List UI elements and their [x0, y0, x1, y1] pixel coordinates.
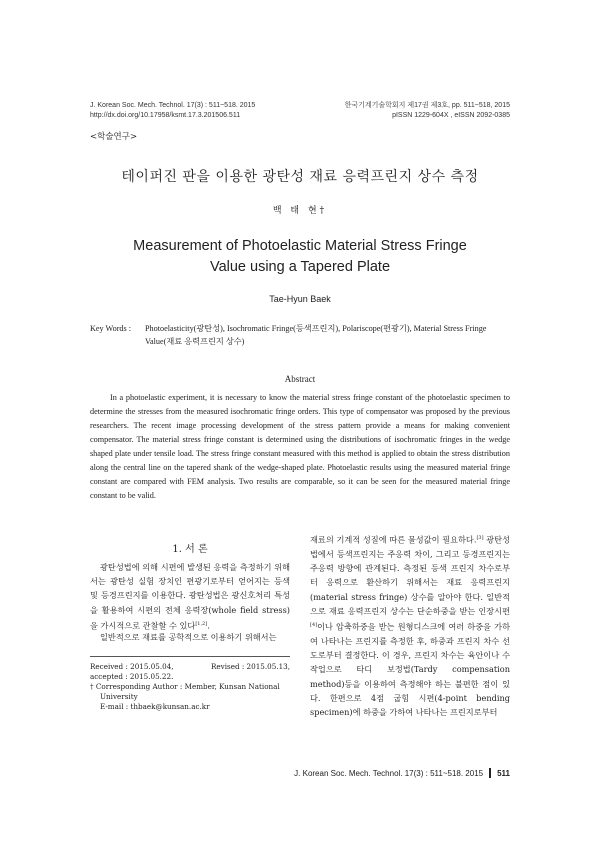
journal-citation-korean — [345, 101, 510, 121]
footer-citation: J. Korean Soc. Mech. Technol. 17(3) : 511~518. 2015 — [294, 768, 484, 778]
keywords-line2: Value(재료 응력프린지 상수) — [145, 337, 245, 346]
korean-title: 테이퍼진 판을 이용한 광탄성 재료 응력프린지 상수 측정 — [121, 169, 479, 185]
right-column-text — [310, 531, 510, 719]
intro-paragraph-1-end: . — [207, 620, 210, 631]
journal-citation-korean-line: 한국기계기술학회지 제17권 제3호, pp. 511~518, 2015 — [344, 102, 510, 109]
keywords-line1: Photoelasticity(광탄성), Isochromatic Fringe(등색프린지), Polariscope(편광기), Material Stress Fringe — [145, 324, 487, 333]
right-text-b: 광탄성법에서 등색프린지는 주응력 차이, 그리고 등경프린지는 주응력 방향에 관계된다. 측정된 등색 프린지 차수로부터 응력으로 환산하기 위해서는 재료 응력프린지(material stress fringe) 상수를 알아야 한다. 일반적으로 재료 응력프린지 상수는 단순하중을 받는 인장시편 — [310, 534, 510, 616]
abstract-text: In a photoelastic experiment, it is necessary to know the material stress fringe constant of the photoelastic specimen to determine the stresses from the measured isochromatic fringe orders. This type of compensator was proposed by the previous researchers. The recent image processing development of the stress pattern provide a means for making convenient compensator. The material stress fringe constant is determined using the distributions of isochromatic fringes in the wedge shaped plate under tensile load. The stress fringe constant measured with this method is applied to obtain the stress distribution along the central line on the tapered shank of the wedge-shaped plate. Photoelastic results using the measured material fringe constant are compared with FEM analysis. Two results are comparable, so it can be seen for the measured material fringe constant to be valid. — [90, 393, 510, 500]
journal-citation-line: J. Korean Soc. Mech. Technol. 17(3) : 511~518. 2015 — [90, 102, 256, 109]
received-date: Received : 2015.05.04, — [90, 662, 174, 671]
page-number: 511 — [497, 768, 510, 778]
doi-link[interactable]: http://dx.doi.org/10.17958/ksmt.17.3.201506.511 — [90, 112, 241, 119]
korean-author: 백 태 현† — [272, 206, 328, 216]
intro-paragraph-1 — [90, 560, 290, 633]
footnote-divider — [90, 656, 290, 657]
english-author: Tae-Hyun Baek — [269, 294, 331, 304]
right-text-a: 재료의 기계적 성질에 따른 물성값이 필요하다. — [310, 534, 477, 545]
abstract-heading: Abstract — [284, 374, 316, 384]
keywords-label: Key Words : — [90, 324, 132, 333]
keywords-block — [90, 322, 510, 348]
page-footer — [294, 768, 510, 778]
citation-ref-3[interactable]: [3] — [476, 535, 484, 541]
introduction-heading: 1. 서 론 — [172, 544, 208, 555]
footnotes — [90, 662, 290, 712]
issn-line: pISSN 1229-604X , eISSN 2092-0385 — [392, 112, 510, 119]
corresponding-author: † Corresponding Author : Member, Kunsan National — [90, 682, 280, 691]
revised-date: Revised : 2015.05.13, — [211, 662, 290, 671]
footer-separator — [489, 768, 491, 778]
intro-paragraph-2: 일반적으로 재료를 공학적으로 이용하기 위해서는 — [100, 632, 277, 642]
english-title — [0, 236, 600, 278]
right-text-c: 이나 압축하중을 받는 원형디스크에 여러 하중을 가하여 나타나는 프린지를 측정한 후, 하중과 프린지 차수 선도로부터 결정한다. 이 경우, 프린지 차수는 육안이나 수작업으로 타디 보정법(Tardy compensation method)등을 이용하여 측정해야 하는 불편한 점이 있다. 한편으로 4점 굽힘 시편(4-point bending specimen)에 하중을 가하여 나타나는 프린지로부터 — [310, 621, 510, 717]
citation-ref-4[interactable]: [4] — [310, 621, 318, 628]
citation-ref[interactable]: [1,2] — [195, 620, 208, 627]
section-label: <학술연구> — [90, 132, 138, 142]
journal-citation — [90, 101, 255, 121]
corresponding-affiliation: University — [100, 692, 138, 701]
english-title-line1: Measurement of Photoelastic Material Stress Fringe — [133, 238, 467, 254]
email-address[interactable]: E-mail : thbaek@kunsan.ac.kr — [100, 702, 210, 711]
english-title-line2: Value using a Tapered Plate — [209, 259, 391, 275]
intro-paragraph-1-text: 광탄성법에 의해 시편에 발생된 응력을 측정하기 위해서는 광탄성 실험 장치인 편광기로부터 얻어지는 등색 및 등경프린지를 이용한다. 광탄성법은 광신호처리 특성을 활용하여 시편의 전체 응력장(whole field stress)을 가시적으로 관찰할 수 있다 — [90, 562, 290, 631]
accepted-date: accepted : 2015.05.22. — [90, 672, 174, 681]
